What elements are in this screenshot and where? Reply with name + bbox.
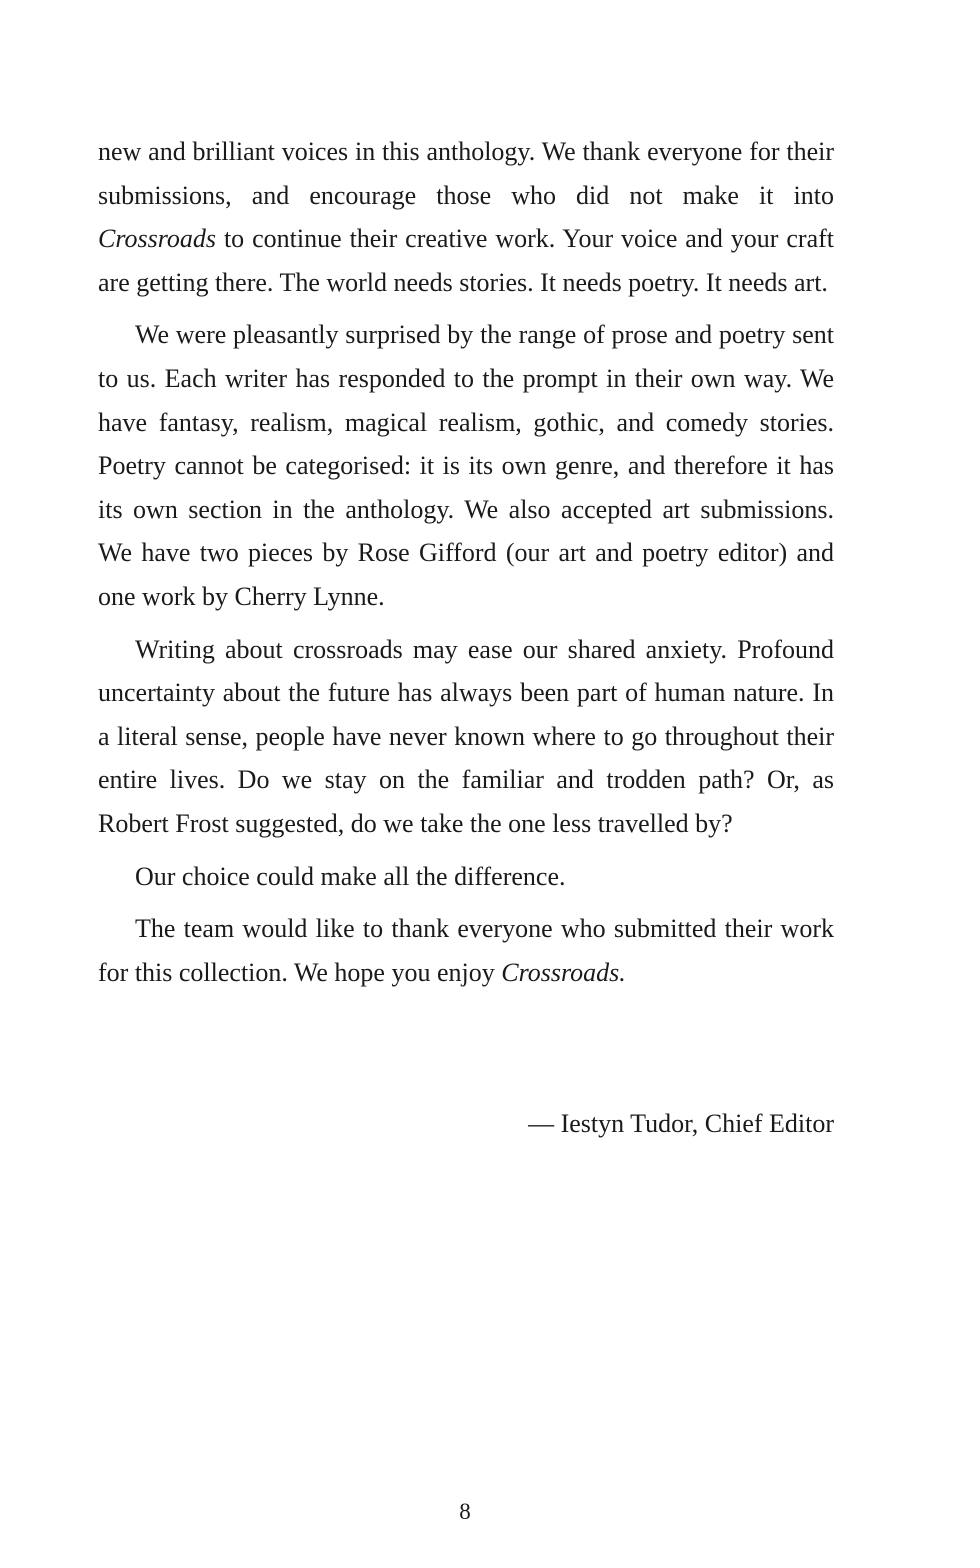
page-number: 8 <box>459 1499 471 1524</box>
paragraph-5 <box>98 907 834 994</box>
paragraph-1-text-a: new and brilliant voices in this anthology. We thank everyone for their submissions, and encourage those who did not make it into <box>98 137 834 210</box>
paragraph-1-text-c: to continue their creative work. Your voice and your craft are getting there. The world needs stories. It needs poetry. It needs art. <box>98 224 834 297</box>
paragraph-3: Writing about crossroads may ease our shared anxiety. Profound uncertainty about the future has always been part of human nature. In a literal sense, people have never known where to go throughout their entire lives. Do we stay on the familiar and trodden path? Or, as Robert Frost suggested, do we take the one less travelled by? <box>98 634 834 838</box>
anthology-title-italic: Crossroads <box>98 224 217 254</box>
paragraph-1 <box>98 130 834 304</box>
paragraph-5-text-a: The team would like to thank everyone who submitted their work for this collection. We hope you enjoy <box>98 914 834 987</box>
paragraph-4: Our choice could make all the difference. <box>135 861 566 891</box>
body-text <box>98 130 834 1003</box>
editor-signature: — Iestyn Tudor, Chief Editor <box>528 1109 834 1138</box>
paragraph-2: We were pleasantly surprised by the range of prose and poetry sent to us. Each writer has responded to the prompt in their own way. We have fantasy, realism, magical realism, gothic, and comedy stories. Poetry cannot be categorised: it is its own genre, and therefore it has its own section in the anthology. We also accepted art submissions. We have two pieces by Rose Gifford (our art and poetry editor) and one work by Cherry Lynne. <box>98 320 834 611</box>
anthology-title-italic-closing: Crossroads. <box>501 957 626 987</box>
